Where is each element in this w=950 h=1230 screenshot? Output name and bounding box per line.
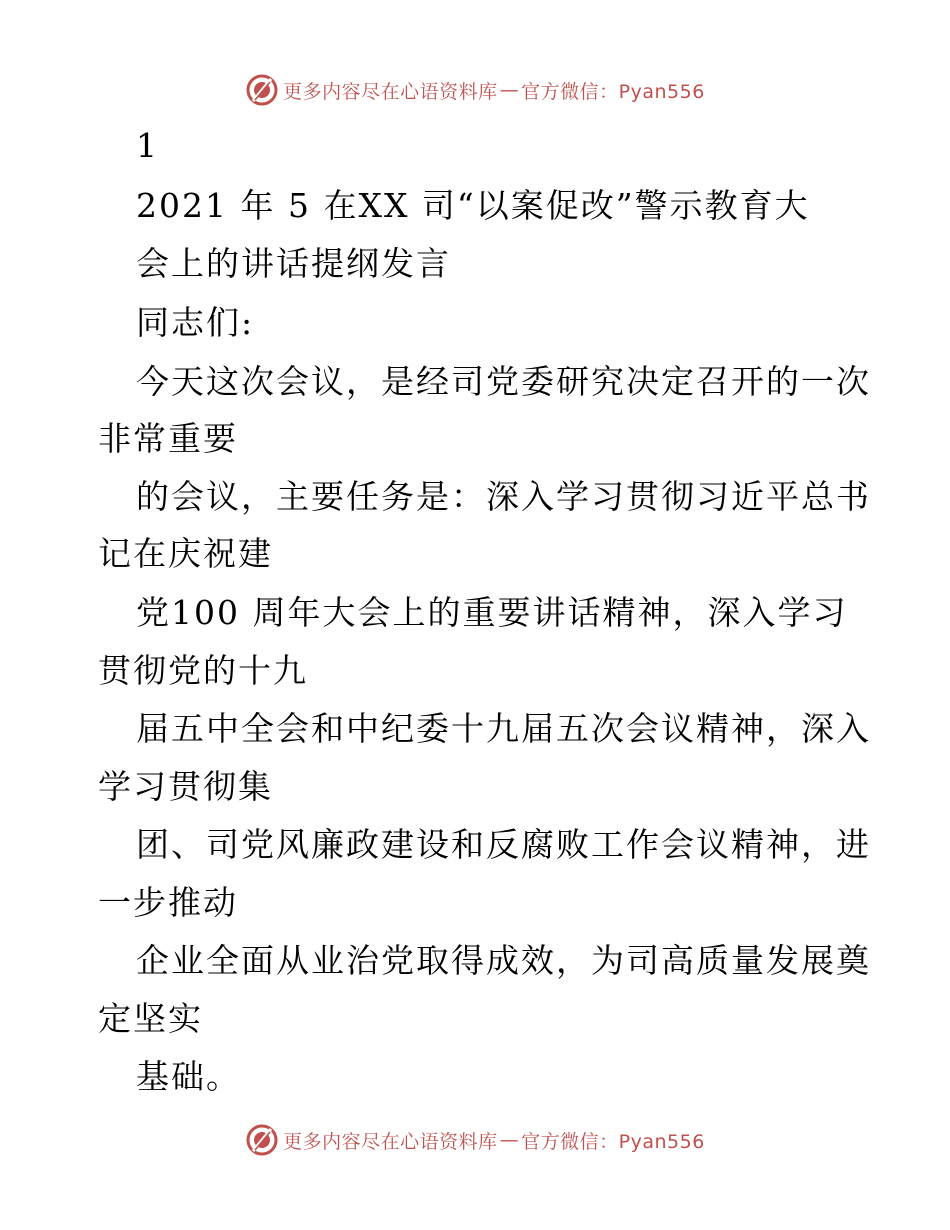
banner-text: 更多内容尽在心语资料库: [283, 80, 498, 103]
paragraph-line: 贯彻党的十九: [98, 651, 308, 690]
paragraph-line: 党100 周年大会上的重要讲话精神，深入学习: [136, 593, 848, 632]
salutation: 同志们:: [136, 303, 255, 342]
pen-seal-icon: [245, 73, 279, 107]
paragraph-line: 企业全面从业治党取得成效，为司高质量发展奠: [136, 941, 871, 980]
paragraph-line: 团、司党风廉政建设和反腐败工作会议精神，进: [136, 825, 871, 864]
paragraph-line: 的会议，主要任务是：深入学习贯彻习近平总书: [136, 477, 871, 516]
title-line: 会上的讲话提纲发言: [136, 244, 451, 283]
paragraph-line: 非常重要: [98, 419, 238, 458]
header-watermark-banner: [0, 70, 950, 110]
banner-contact: 官方微信：Pyan556: [521, 1130, 705, 1153]
banner-dash: —: [499, 79, 520, 101]
paragraph-line: 记在庆祝建: [98, 534, 273, 573]
paragraph-line: 今天这次会议，是经司党委研究决定召开的一次: [136, 362, 871, 401]
paragraph-line: 届五中全会和中纪委十九届五次会议精神，深入: [136, 709, 871, 748]
pen-seal-icon: [245, 1123, 279, 1157]
title-line: 2021 年 5 在XX 司“以案促改”警示教育大: [136, 186, 810, 225]
paragraph-line: 学习贯彻集: [98, 767, 273, 806]
footer-watermark-banner: [0, 1120, 950, 1160]
paragraph-line: 一步推动: [98, 883, 238, 922]
banner-text: 更多内容尽在心语资料库: [283, 1130, 498, 1153]
page-number: 1: [136, 126, 159, 165]
banner-contact: 官方微信：Pyan556: [521, 80, 705, 103]
paragraph-line: 定坚实: [98, 999, 203, 1038]
banner-dash: —: [499, 1129, 520, 1151]
paragraph-line: 基础。: [136, 1057, 241, 1096]
